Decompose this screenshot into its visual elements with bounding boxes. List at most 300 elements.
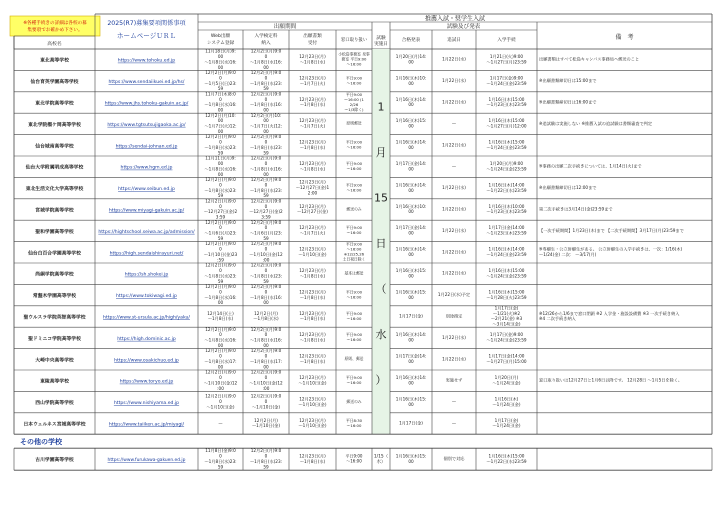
cell-web: ～1月5日(日)23: [204, 80, 237, 86]
cell-shorui: ～1月8日(水) [299, 337, 326, 343]
cell-tetsuzuki: 1月17日(金)14:00 [488, 353, 525, 359]
cell-pass: 1月20日(月)14: [395, 54, 427, 59]
cell-shorui: ～1月7日(火) [299, 123, 326, 129]
doc-subtitle: ホームページＵＲＬ [116, 32, 177, 40]
cell-web: 0 [219, 246, 222, 252]
cell-nyugaku: 59 [263, 464, 269, 470]
cell-madoguchi: ～16:00 [346, 230, 362, 236]
cell-nyugaku: ～1月8日(水)16: [249, 102, 283, 108]
cell-tetsuzuki: 1月17日(金) [494, 417, 519, 423]
cell-pass: 1月17日(金)14: [395, 225, 427, 231]
notice-text: 集要項でお確かめ下さい。 [27, 28, 83, 33]
cell-shorui: 12月23日(月) [299, 396, 326, 402]
cell-shorui: ～1月10日(金) [298, 423, 327, 429]
cell-web: 12月14日(土) [207, 310, 234, 316]
cell-madoguchi: ～16:00 [346, 246, 362, 252]
cell-tetsuzuki: ～1月24日(金)23:59 [486, 145, 527, 150]
cell-web: ～1月10日(金)23 [203, 252, 238, 257]
cell-pass: 00 [408, 59, 414, 65]
school-url-link[interactable]: https://high.sendaishirayuri.net/ [109, 251, 184, 257]
school-url-link[interactable]: https://www.osakichuo.ed.jp [114, 358, 179, 364]
cell-tetsuzuki: ～1/21(火)※2 [492, 310, 521, 316]
cell-madoguchi: 平日8:30 [345, 417, 363, 423]
cell-nyugaku: 12月2日(月)9:0 [250, 198, 282, 204]
cell-shorui: ～1月8日(水) [299, 359, 326, 364]
cell-nyugaku: 0 [264, 332, 268, 338]
cell-shorui: ～1月8日(水) [299, 316, 326, 322]
cell-web: 0 [219, 96, 222, 102]
cell-shorui: 12月23日(月) [299, 203, 326, 209]
cell-shorui: 12月23日(月) [299, 118, 326, 124]
col-header-pass: 合格発表 [401, 38, 421, 43]
school-url-link[interactable]: https://www.tohoku.ed.jp [117, 58, 176, 64]
cell-nyugaku: 00 [263, 129, 269, 134]
cell-shorui: 12月23日(月) [299, 353, 326, 359]
cell-web: 11月11日(月)9: [205, 155, 236, 161]
cell-web: 12月2日(月)9:0 [205, 262, 236, 268]
cell-tetsuzuki: ～1月24日(金)23:59 [486, 273, 527, 279]
school-name: 聖ウルスラ学院英智高等学校 [23, 315, 86, 321]
cell-tsuika: 1月22日(水) [442, 142, 466, 148]
col-header: 受付 [307, 41, 318, 46]
cell-madoguchi: 平日9:00 [345, 310, 363, 316]
cell-pass: 1月16日(木)15: [395, 453, 427, 459]
cell-web: ～1月7日(火)12: [204, 123, 237, 129]
cell-web: 59 [217, 464, 224, 470]
cell-tsuika: 1月22日(水) [442, 78, 466, 84]
school-name: 東北学院高等学校 [35, 101, 74, 107]
exam-day-char: 水 [375, 327, 387, 341]
cell-nyugaku: ～1月8日(水)16: [249, 166, 283, 172]
exam-day-char: 1 [377, 100, 385, 114]
cell-nyugaku: 0 [264, 353, 268, 359]
cell-web: 12月2日(月)9:0 [205, 369, 236, 375]
cell-web: 12月2日(月)9:0 [205, 284, 236, 289]
col-header-madoguchi: 窓口取り扱い [340, 38, 368, 43]
cell-shorui: 12月23日(月) [299, 310, 326, 316]
cell-nyugaku: 00 [263, 300, 269, 306]
cell-web: 00 [217, 343, 224, 348]
cell-nyugaku: 59 [263, 278, 269, 284]
cell-shorui: ～1月8日(水) [299, 102, 326, 108]
cell-nyugaku: 12月2日(月)9:0 [250, 326, 282, 332]
cell-tetsuzuki: ～1月23日(木)23:59 [486, 102, 527, 108]
cell-nyugaku: ～1月8日(水)17: [249, 359, 283, 364]
cell-tetsuzuki: ～1月24日(金)23:59 [486, 80, 527, 86]
cell-tetsuzuki: ～1月27日(月)15:00 [486, 359, 527, 364]
cell-tsuika: — [451, 399, 457, 405]
cell-web: 11月7日(木)8:0 [205, 91, 236, 97]
school-url-link[interactable]: https://high.dominic.ac.jp [117, 336, 176, 342]
cell-nyugaku: 12月2日(月)9:0 [250, 134, 282, 140]
cell-pass: 00 [408, 209, 414, 215]
col-header-school: 高校名 [47, 42, 62, 47]
group-header-shutsugan: 出願期間 [273, 24, 297, 31]
cell-madoguchi: 平日9:00 [345, 453, 363, 459]
col-header-tsuika: 追試日 [447, 38, 461, 43]
cell-web: 59 [217, 236, 224, 241]
col-header-tetsuzuki: 入学手続 [497, 38, 516, 43]
cell-tsuika: 1月22日(水)予定 [437, 292, 471, 298]
cell-tetsuzuki: ～1月24日(金) [492, 423, 521, 429]
cell-pass: 1月16日(木)15: [395, 396, 427, 402]
cell-nyugaku: 12月2日(月)9:0 [250, 284, 282, 289]
cell-nyugaku: 12月2日(月)9:0 [250, 91, 282, 97]
cell-nyugaku: ～1月8日(水)23: [249, 187, 283, 193]
cell-pass: 00 [408, 187, 414, 193]
cell-tsuika: 1月22日(水) [442, 249, 466, 255]
cell-web: 00 [217, 171, 224, 177]
cell-nyugaku: ～1月8日(水)23: [249, 145, 283, 150]
cell-madoguchi: 平日9:00 [345, 375, 363, 380]
cell-nyugaku: 12月2日(月)9:0 [250, 262, 282, 268]
cell-web: 12月2日(月)9:0 [205, 241, 236, 247]
cell-pass: 1月16日(木)15: [395, 268, 427, 273]
cell-shorui: ～1月10日(金) [298, 401, 327, 407]
exam-day-char: 15 [374, 191, 388, 205]
cell-madoguchi: 平日9:00 [345, 332, 363, 338]
col-header: システム登録 [206, 41, 235, 46]
cell-web: 59 [217, 278, 224, 284]
cell-nyugaku: ～1月7日(火)12: [249, 123, 283, 129]
cell-pass: 1月16日(木)14: [395, 332, 427, 338]
cell-nyugaku: 12月2日(月)9:0 [250, 219, 282, 225]
cell-tsuika: 1月22日(水) [442, 99, 466, 105]
col-header-exam: 実施日 [374, 42, 388, 47]
cell-tetsuzuki: ～1月22日(水)23:59 [486, 458, 527, 464]
cell-web: 00 [217, 54, 224, 59]
cell-web: 0 [219, 139, 222, 145]
cell-web: 12月2日(月)9:0 [205, 348, 236, 354]
cell-shorui: ～12月27日(金)1 [295, 185, 330, 191]
cell-web: — [218, 420, 223, 426]
cell-nyugaku: 59 [263, 236, 269, 241]
cell-pass: 00 [408, 166, 414, 172]
cell-pass: 1月16日(木)14: [395, 139, 427, 145]
cell-shorui: ～1月7日(火) [299, 230, 326, 236]
cell-web: 00 [217, 64, 224, 70]
cell-tetsuzuki: ～1月22日(水)23:59 [486, 187, 527, 193]
cell-nyugaku: ～1月6日(月)23: [249, 230, 283, 236]
cell-web: 0 [219, 203, 222, 209]
cell-nyugaku: 0 [264, 268, 268, 273]
cell-web: 00 [217, 300, 224, 306]
cell-web: ～1月8日(水)16: [204, 59, 237, 65]
cell-tetsuzuki: ～1月27日(月)23:59 [486, 59, 527, 65]
cell-madoguchi: 基本は郵送 [344, 270, 364, 276]
cell-madoguchi: 務室 平日9:00 [341, 56, 367, 62]
cell-pass: 00 [408, 380, 414, 386]
cell-tetsuzuki: ～1月23日(木)23:59 [486, 209, 527, 215]
cell-nyugaku: 0 [264, 375, 268, 380]
cell-pass: 1月16日(木)15: [395, 118, 427, 124]
cell-tsuika: 別途指定 [445, 313, 463, 319]
school-name: 大崎中央高等学校 [35, 358, 74, 364]
cell-web: ～1月8日(水)23: [204, 273, 237, 279]
cell-nyugaku: 12月2日(月)9:0 [250, 241, 282, 247]
cell-madoguchi: 2/26 [349, 101, 359, 107]
cell-web: 0 [219, 225, 222, 231]
cell-web: 0 [219, 182, 222, 188]
school-url-link[interactable]: https://www.toryo.ed.jp [119, 379, 174, 385]
cell-note: ※専願生・公立併願生がある。 公立併願生の入学手続きは、一次：1/16(木) [539, 246, 683, 252]
school-name: 聖ドミニコ学院高等学校 [28, 336, 81, 342]
cell-pass: 00 [408, 273, 414, 279]
cell-pass: 00 [408, 294, 414, 300]
cell-nyugaku: 12月2日(月) [254, 310, 278, 316]
cell-tetsuzuki: 1月17日(金)9:00 [489, 332, 524, 338]
cell-tetsuzuki: 1月17日(金) [494, 305, 519, 311]
cell-web: 12月2日(月)9:0 [205, 393, 236, 399]
cell-web: ～1月10日(金)12 [203, 380, 238, 386]
cell-note: ※4 二次手続き納入 [539, 316, 576, 322]
cell-madoguchi: ～16:00 [346, 458, 362, 464]
cell-tetsuzuki: 1月16日(木)15:00 [488, 118, 525, 124]
school-name: 仙台育英学園高等学校 [30, 80, 79, 86]
cell-nyugaku: 12月2日(月)9:0 [250, 48, 282, 54]
school-name: 仙台大学附属明成高等学校 [25, 165, 84, 171]
cell-nyugaku: ～1月8日(水)23: [249, 458, 283, 464]
school-url-link[interactable]: https://www.furukawa-gakuen.ed.jp [107, 458, 186, 464]
cell-note: ※出願書類締切日は12:00まで [539, 185, 597, 191]
cell-web: 59 [217, 86, 224, 92]
cell-tetsuzuki: 1月16日(木)10:00 [488, 203, 525, 209]
cell-madoguchi: 小松島事務室 泉事 [338, 51, 370, 57]
school-url-link[interactable]: https://www.seibun.ed.jp [118, 187, 175, 193]
cell-tetsuzuki: 1月16日(木)15:00 [488, 139, 525, 145]
cell-shorui: 12月23日(月) [299, 139, 326, 145]
cell-shorui: ～1月10日(金) [298, 252, 327, 257]
cell-tsuika: 1月22日(水) [442, 227, 466, 233]
cell-nyugaku: 12月2日(月)9:0 [250, 155, 282, 161]
cell-nyugaku: 0 [264, 182, 268, 188]
cell-web: ～1月8日(水)17: [204, 359, 237, 364]
cell-tsuika: — [451, 420, 457, 426]
cell-web: 00 [217, 129, 224, 134]
cell-madoguchi: 郵送のみ [346, 206, 362, 212]
cell-nyugaku: 0 [264, 246, 268, 252]
cell-tsuika: 個別で対応 [443, 456, 465, 462]
cell-madoguchi: 平日9:00 [345, 241, 363, 247]
band-title: 推薦入試・奨学生入試 [424, 15, 486, 23]
cell-shorui: ～12月27日(金) [297, 209, 328, 215]
cell-pass: 00 [408, 145, 414, 150]
cell-tetsuzuki: 1月21日(火)9:00 [489, 54, 524, 59]
cell-tsuika: 1月22日(水) [442, 356, 466, 362]
cell-pass: 1月17日(金)14: [395, 161, 427, 166]
cell-nyugaku: 0 [264, 96, 268, 102]
cell-nyugaku: 0 [264, 139, 268, 145]
school-name: 仙台城南高等学校 [35, 144, 74, 150]
school-url-link[interactable]: https://www.tokiwagi.ed.jp [116, 294, 177, 300]
cell-web: ～1月8日(水)16: [204, 166, 237, 172]
cell-nyugaku: 00 [263, 118, 269, 124]
cell-nyugaku: ～1月8日(水)16: [249, 59, 283, 65]
cell-tetsuzuki: ～2月21(金) ※3 [490, 316, 523, 322]
cell-tsuika: 1月22日(水) [442, 56, 466, 62]
school-name: 聖和学園高等学校 [35, 229, 74, 235]
cell-note: ※出願書類締切日は15:00まで [539, 78, 597, 84]
cell-web: 59 [217, 150, 224, 156]
cell-nyugaku: 0 [264, 203, 268, 209]
cell-shorui: 12月23日(月) [299, 96, 326, 102]
school-name: 西山学院高等学校 [35, 401, 74, 407]
cell-web: 0 [219, 353, 222, 359]
cell-note: 出願書類はすべて松島キャンパス事務局へ郵送のこと [539, 56, 640, 62]
school-url-link[interactable]: https://www.taiiken.ac.jp/miyagi/ [108, 422, 185, 428]
school-url-link[interactable]: https://hightschool.seiwa.ac.jp/admission/ [98, 229, 195, 235]
cell-madoguchi: 平日9:00 [345, 161, 363, 166]
cell-madoguchi: 原則、郵送 [344, 356, 364, 362]
school-url-link[interactable]: https://www.tgtsutsujigaoka.ac.jp/ [107, 122, 186, 128]
cell-nyugaku: :00 [262, 385, 270, 391]
school-name: 日本ウェルネス宮城高等学校 [23, 422, 86, 428]
school-name: 東北学院榴ケ岡高等学校 [28, 122, 81, 128]
cell-pass: 1月16日(木)14: [395, 182, 427, 188]
cell-shorui: ～1月8日(水) [299, 273, 326, 279]
cell-nyugaku: 0 [264, 161, 268, 166]
cell-note: 窓口取り扱いは12月27日と1月6日以降です。 12月28日 ～1月5日を除く。 [539, 377, 683, 383]
cell-shorui: ～1月7日(火) [299, 80, 326, 86]
cell-shorui: 12月23日(月) [299, 75, 326, 81]
cell-madoguchi: 平日9:00 [345, 225, 363, 231]
cell-nyugaku: 12月2日(月) [254, 417, 278, 423]
school-name: 古川学園高等学校 [35, 458, 74, 464]
other-section-label: その他の学校 [20, 438, 62, 447]
cell-note: ※事務の出願二次手続きについては、1月14日(火)まで [539, 163, 642, 169]
cell-note: ～1/24(金) 二次： ～3/17(月) [539, 252, 597, 257]
cell-nyugaku: 12月2日(月)9:0 [250, 177, 282, 182]
cell-shorui: ～1月8日(水) [299, 458, 326, 464]
school-url-link[interactable]: https://www.st-ursula.ac.jp/high/yaku/ [103, 315, 190, 321]
school-name: 常盤木学園高等学校 [32, 294, 77, 300]
cell-web: 12月2日(月)9:0 [205, 198, 236, 204]
cell-tetsuzuki: ～1月24日(金) [492, 401, 521, 407]
cell-nyugaku: 3:59 [261, 214, 271, 220]
doc-title: 2025(R7)募集要項関係事項 [107, 20, 186, 27]
school-url-link[interactable]: https://www.miyagi-gakuin.ac.jp/ [108, 208, 185, 214]
cell-pass: 1月17日(金) [399, 420, 423, 426]
cell-pass: 00 [408, 401, 414, 407]
cell-tetsuzuki: 1月16日(木) [494, 396, 519, 402]
cell-tetsuzuki: 1月20日(月) [494, 375, 519, 380]
cell-nyugaku: ～1月8日(水) [253, 316, 279, 322]
cell-tetsuzuki: 1月16日(木)15:00 [488, 289, 525, 295]
cell-madoguchi: ～16:00 [346, 187, 362, 193]
exam-day-char: 月 [375, 146, 387, 160]
col-header: 出願書類 [303, 34, 322, 39]
school-name: 東陵高等学校 [40, 379, 69, 385]
cell-tetsuzuki: ～1月24日(金) [492, 380, 521, 386]
school-name: 尚絅学院高等学校 [35, 272, 74, 278]
cell-exam-day: 水） [376, 460, 386, 466]
cell-web: 00 [217, 118, 224, 124]
school-url-link[interactable]: https://www.sendaiikuei.ed.jp/hs/ [108, 80, 185, 86]
cell-note: 【一次手続期間】1月23日(木)まで 【二次手続期間】3月17日(月)23:59まで [539, 227, 684, 233]
school-name: 宮城学院高等学校 [35, 208, 74, 214]
cell-nyugaku: 12月2日(月)9:0 [250, 393, 282, 399]
cell-pass: 00 [408, 337, 414, 343]
cell-web: 00 [217, 161, 224, 166]
school-url-link[interactable]: https://www.jhs.tohoku-gakuin.ac.jp/ [104, 101, 189, 107]
cell-note: ※出願書類締切日は16:00まで [539, 99, 597, 105]
col-header-bikou: 備 考 [615, 34, 634, 41]
cell-tsuika: 実施せず [445, 377, 463, 383]
cell-nyugaku: 0 [264, 399, 268, 405]
cell-nyugaku: 00 [263, 64, 269, 70]
cell-nyugaku: 00 [263, 343, 269, 348]
cell-madoguchi: 平日9:00 [345, 182, 363, 188]
cell-pass: 1月16日(木)10: [395, 203, 427, 209]
cell-nyugaku: :00 [262, 257, 270, 263]
cell-madoguchi: ※12/25,26 [343, 251, 365, 257]
cell-exam-day: 1/15（ [373, 454, 389, 460]
cell-madoguchi: ～16:00 [346, 80, 362, 86]
cell-tetsuzuki: 1月17日(金)9:00 [489, 75, 524, 81]
cell-nyugaku: 59 [263, 150, 269, 156]
school-url-link[interactable]: https://www.nishiyama.ed.jp [113, 401, 180, 407]
cell-tsuika: — [451, 163, 457, 169]
cell-shorui: ～1月10日(金) [298, 380, 327, 386]
cell-tetsuzuki: 1月16日(木)14:00 [488, 182, 525, 188]
cell-web: 0 [219, 375, 222, 380]
cell-web: 11月18日(月)9: [205, 48, 236, 54]
cell-nyugaku: 0 [264, 225, 268, 231]
cell-nyugaku: 12月2日(月)9:0 [250, 70, 282, 75]
cell-nyugaku: 00 [263, 364, 269, 370]
cell-tsuika: 1月22日(水) [442, 270, 466, 276]
cell-tetsuzuki: 1月20日(月)9:00 [489, 161, 524, 166]
cell-pass: 00 [408, 123, 414, 129]
cell-web: ～1月8日(水)16: [204, 294, 237, 300]
cell-tetsuzuki: 1月17日(金)14:00 [488, 225, 525, 231]
cell-pass: 1月16日(木)14: [395, 246, 427, 252]
cell-web: 12月2日(月)10: [205, 112, 236, 118]
cell-web: ～1月10日(金) [206, 404, 235, 410]
col-header: 入学検定料 [254, 34, 278, 39]
exam-day-char: （ [375, 282, 387, 296]
cell-tetsuzuki: ～1月23日(木)23:59 [486, 230, 527, 236]
school-url-link[interactable]: https://sendai-johnan.ed.jp [115, 144, 178, 150]
school-name: 仙台白百合学園高等学校 [28, 251, 81, 257]
cell-shorui: 12月23日(月) [299, 246, 326, 252]
cell-web: 12月2日(月)9:0 [205, 177, 236, 182]
cell-shorui: 12月23日(月) [299, 268, 326, 273]
cell-pass: 00 [408, 359, 414, 364]
cell-shorui: 12月23日(月) [299, 453, 326, 459]
cell-web: 12月2日(月)9:0 [205, 326, 236, 332]
cell-pass: 1月16日(木)10: [395, 75, 427, 81]
cell-shorui: 12月23日(月) [299, 289, 326, 295]
notice-text: ※各種手続きの詳細は各校の募 [23, 21, 87, 26]
cell-web: 0 [219, 453, 222, 459]
cell-pass: 1月16日(木)14: [395, 375, 427, 380]
school-url-link[interactable]: https://sh.shokei.jp [124, 272, 169, 278]
cell-web: :59 [217, 257, 224, 263]
cell-note: ※追試験は実施しない ※推薦入試の追試験は書類審査で判定 [539, 120, 653, 126]
cell-pass: 00 [408, 458, 414, 464]
cell-madoguchi: ～16:00 [346, 166, 362, 171]
cell-nyugaku: 12月2日(月)9:0 [250, 448, 282, 454]
cell-madoguchi: ～16:00 [346, 294, 362, 300]
cell-web: ～1月6日(月)23: [204, 230, 237, 236]
cell-pass: 1月17日(金)14: [395, 353, 427, 359]
cell-shorui: 12月23日(月) [299, 375, 326, 380]
cell-pass: 00 [408, 102, 414, 108]
school-name: 東北生活文化大学高等学校 [25, 187, 84, 193]
cell-web: 11月8日(金)9:0 [205, 448, 236, 454]
school-url-link[interactable]: https://www.hgm.ed.jp [120, 165, 173, 171]
